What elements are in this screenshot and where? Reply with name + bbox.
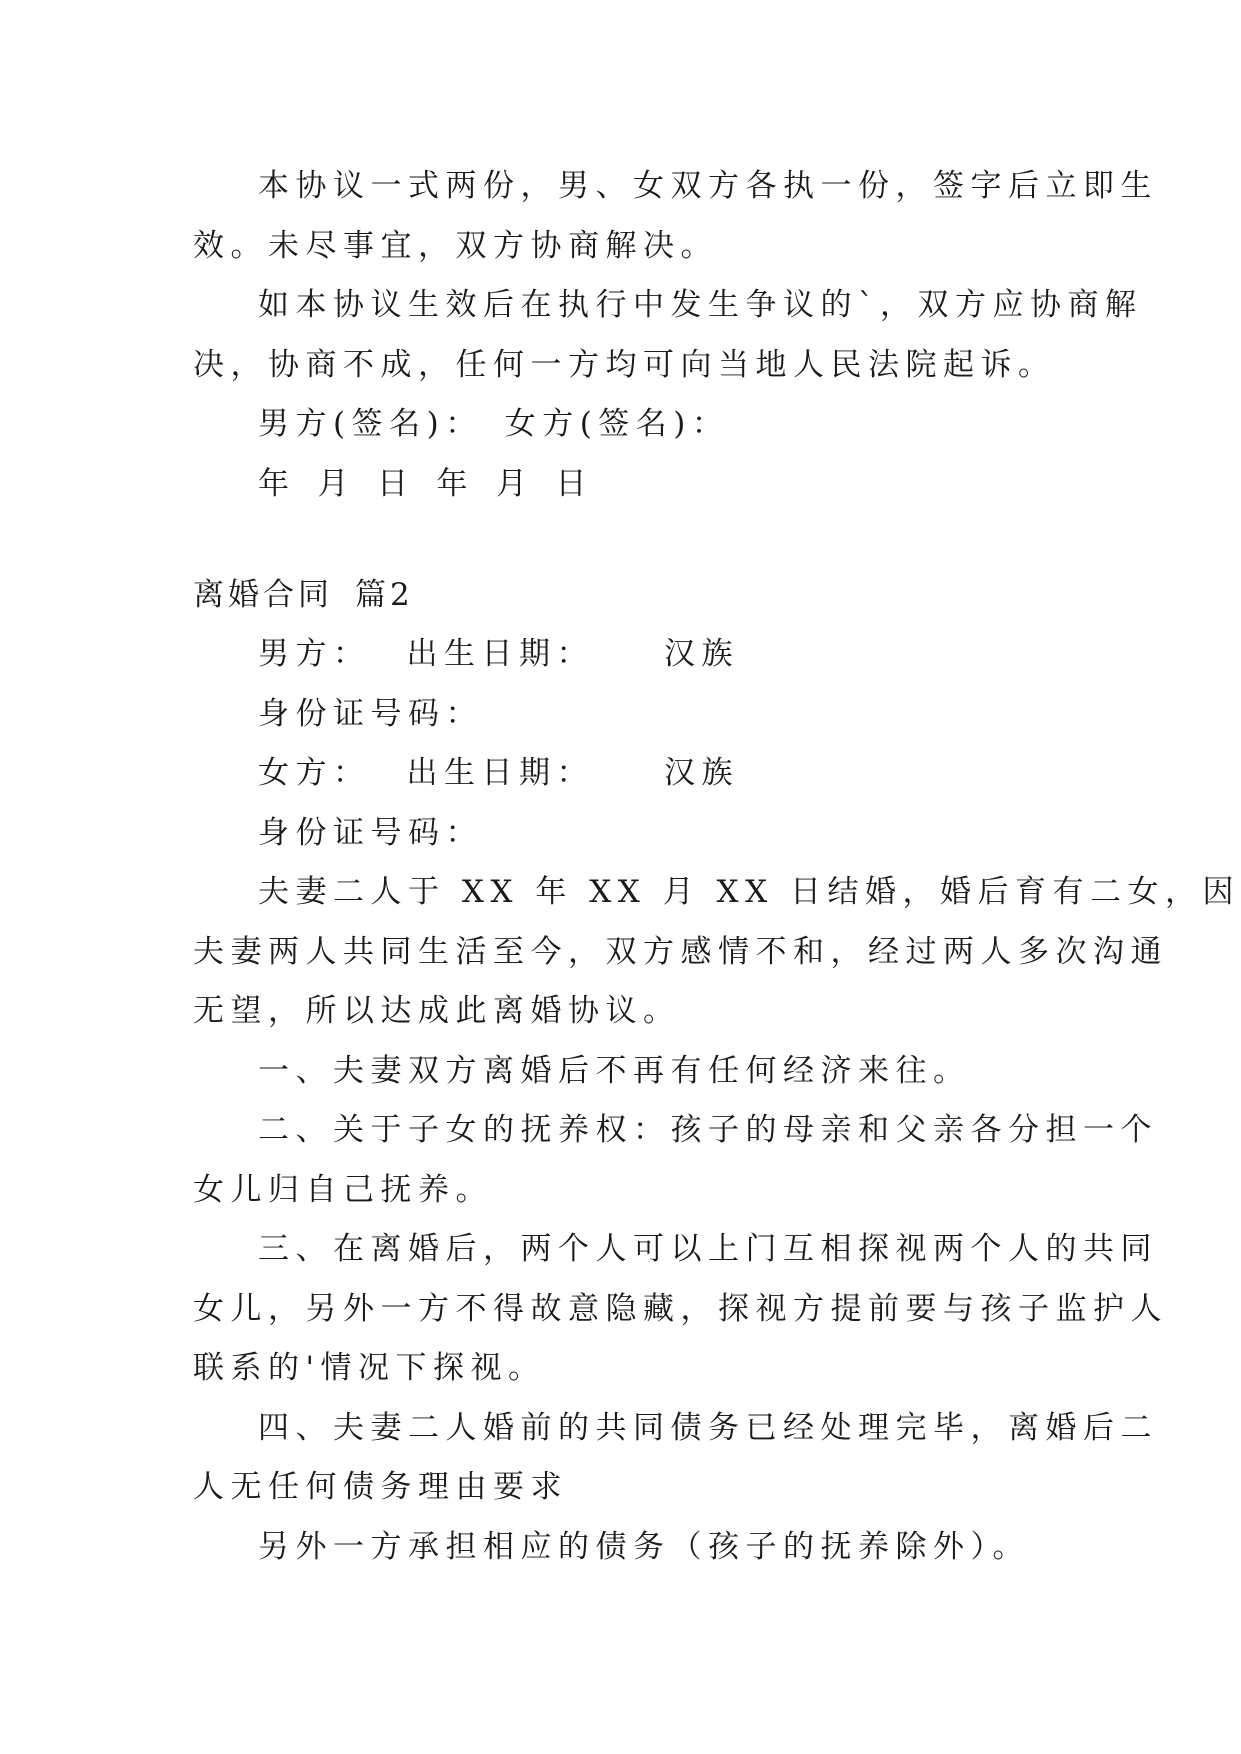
clause4-line1: 四、夫妻二人婚前的共同债务已经处理完毕，离婚后二: [258, 1410, 1158, 1446]
signature-female-label: 女方(签名)：: [504, 406, 730, 442]
female-info-line: [258, 753, 739, 793]
date-month-label: 月: [317, 466, 355, 502]
date-month-label: 月: [496, 466, 534, 502]
female-ethnicity: 汉族: [664, 755, 739, 791]
section-title: [193, 575, 414, 615]
female-id-line: 身份证号码：: [258, 815, 483, 851]
intro-line3: 无望，所以达成此离婚协议。: [193, 993, 681, 1029]
male-label: 男方：: [258, 636, 371, 672]
section-title-suffix: 篇2: [355, 577, 414, 613]
clause2-line1: 二、关于子女的抚养权：孩子的母亲和父亲各分担一个: [258, 1112, 1158, 1148]
date-year-label: 年: [436, 466, 474, 502]
clause4-line2: 人无任何债务理由要求: [193, 1469, 568, 1505]
date-year-label: 年: [258, 466, 296, 502]
female-label: 女方：: [258, 755, 371, 791]
clause4-line3: 另外一方承担相应的债务（孩子的抚养除外）。: [258, 1529, 1030, 1565]
paragraph-dispute-line2: 决，协商不成，任何一方均可向当地人民法院起诉。: [193, 347, 1056, 383]
male-birth-label: 出生日期：: [406, 636, 594, 672]
paragraph-copies-line2: 效。未尽事宜，双方协商解决。: [193, 228, 718, 264]
intro-line1: 夫妻二人于 XX 年 XX 月 XX 日结婚，婚后育有二女，因: [258, 874, 1241, 910]
date-day-label: 日: [555, 466, 593, 502]
clause1-line1: 一、夫妻双方离婚后不再有任何经济来往。: [258, 1053, 971, 1089]
signature-male-label: 男方(签名)：: [258, 406, 483, 442]
paragraph-copies-line1: 本协议一式两份，男、女双方各执一份，签字后立即生: [258, 168, 1158, 204]
clause2-line2: 女儿归自己抚养。: [193, 1172, 493, 1208]
date-day-label: 日: [377, 466, 415, 502]
clause3-line2: 女儿，另外一方不得故意隐藏，探视方提前要与孩子监护人: [193, 1291, 1168, 1327]
clause3-line3: 联系的'情况下探视。: [193, 1350, 546, 1386]
intro-line2: 夫妻两人共同生活至今，双方感情不和，经过两人多次沟通: [193, 934, 1168, 970]
paragraph-dispute-line1: 如本协议生效后在执行中发生争议的`，双方应协商解: [258, 287, 1143, 323]
date-line: [258, 464, 593, 504]
section-title-text: 离婚合同: [193, 577, 333, 613]
female-birth-label: 出生日期：: [406, 755, 594, 791]
male-ethnicity: 汉族: [664, 636, 739, 672]
male-info-line: [258, 634, 739, 674]
signature-line: [258, 404, 729, 444]
male-id-line: 身份证号码：: [258, 696, 483, 732]
clause3-line1: 三、在离婚后，两个人可以上门互相探视两个人的共同: [258, 1231, 1158, 1267]
